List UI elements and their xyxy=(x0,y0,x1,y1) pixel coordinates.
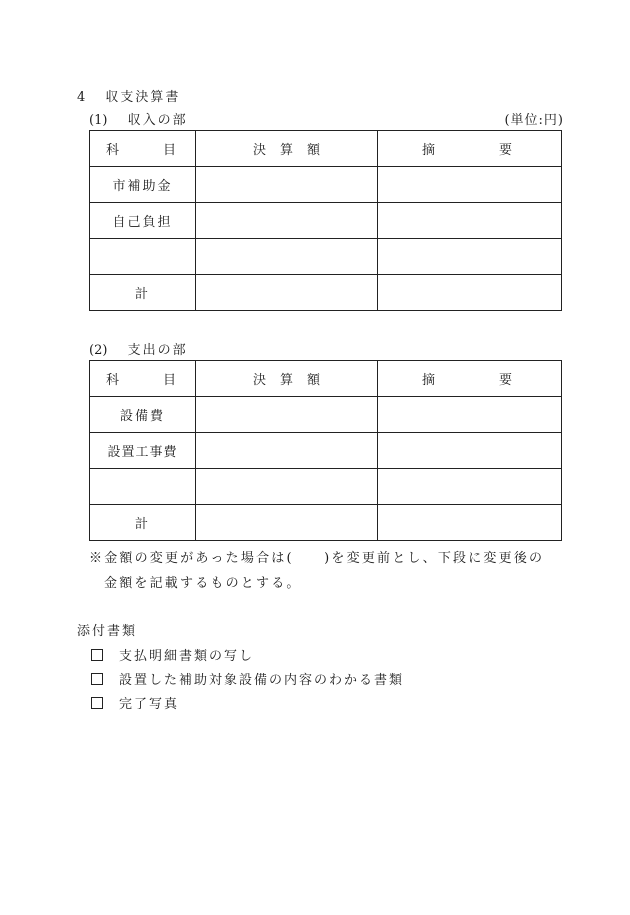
row-label[interactable] xyxy=(90,469,196,505)
expense-heading-label: 支出の部 xyxy=(127,343,188,358)
amount-cell[interactable] xyxy=(196,505,378,541)
note-cell[interactable] xyxy=(378,203,562,239)
note-line-1: ※金額の変更があった場合は( )を変更前とし、下段に変更後の xyxy=(89,551,545,566)
amount-cell[interactable] xyxy=(196,167,378,203)
table-row xyxy=(90,203,562,239)
checkbox-icon[interactable] xyxy=(91,697,103,709)
table-row xyxy=(90,397,562,433)
expense-heading xyxy=(89,339,188,358)
note-cell[interactable] xyxy=(378,275,562,311)
row-label: 設置工事費 xyxy=(90,433,196,469)
income-table xyxy=(89,130,562,311)
note-cell[interactable] xyxy=(378,239,562,275)
note-cell[interactable] xyxy=(378,505,562,541)
income-heading xyxy=(89,109,188,128)
table-row xyxy=(90,239,562,275)
attachment-label: 設置した補助対象設備の内容のわかる書類 xyxy=(119,673,405,688)
income-col-subject: 科 目 xyxy=(90,131,196,167)
row-label[interactable] xyxy=(90,239,196,275)
row-label: 市補助金 xyxy=(90,167,196,203)
table-row-total xyxy=(90,275,562,311)
row-label: 自己負担 xyxy=(90,203,196,239)
table-row xyxy=(90,469,562,505)
note-cell[interactable] xyxy=(378,469,562,505)
note-line-2: 金額を記載するものとする。 xyxy=(104,576,302,591)
section-heading xyxy=(77,86,180,105)
unit-label: (単位:円) xyxy=(504,113,564,128)
note-cell[interactable] xyxy=(378,167,562,203)
row-label: 設備費 xyxy=(90,397,196,433)
income-heading-number: (1) xyxy=(89,113,108,128)
amount-cell[interactable] xyxy=(196,239,378,275)
expense-table xyxy=(89,360,562,541)
income-col-note: 摘 要 xyxy=(378,131,562,167)
expense-col-note: 摘 要 xyxy=(378,361,562,397)
note-cell[interactable] xyxy=(378,433,562,469)
table-row xyxy=(90,167,562,203)
table-row xyxy=(90,433,562,469)
income-heading-label: 収入の部 xyxy=(127,113,188,128)
income-table-header xyxy=(90,131,562,167)
expense-col-subject: 科 目 xyxy=(90,361,196,397)
expense-col-amount: 決算額 xyxy=(196,361,378,397)
attachment-item xyxy=(91,693,179,712)
attachment-item xyxy=(91,645,254,664)
income-col-amount: 決算額 xyxy=(196,131,378,167)
checkbox-icon[interactable] xyxy=(91,673,103,685)
amount-cell[interactable] xyxy=(196,275,378,311)
amount-cell[interactable] xyxy=(196,469,378,505)
row-label: 計 xyxy=(90,505,196,541)
amount-cell[interactable] xyxy=(196,203,378,239)
amount-cell[interactable] xyxy=(196,397,378,433)
section-number: 4 xyxy=(77,90,86,105)
attachment-item xyxy=(91,669,404,688)
table-row-total xyxy=(90,505,562,541)
section-title: 収支決算書 xyxy=(105,90,181,105)
row-label: 計 xyxy=(90,275,196,311)
expense-table-header xyxy=(90,361,562,397)
checkbox-icon[interactable] xyxy=(91,649,103,661)
expense-heading-number: (2) xyxy=(89,343,108,358)
attachment-label: 支払明細書類の写し xyxy=(119,649,255,664)
attachment-label: 完了写真 xyxy=(119,697,180,712)
attachments-title: 添付書類 xyxy=(77,624,138,639)
amount-cell[interactable] xyxy=(196,433,378,469)
note-cell[interactable] xyxy=(378,397,562,433)
